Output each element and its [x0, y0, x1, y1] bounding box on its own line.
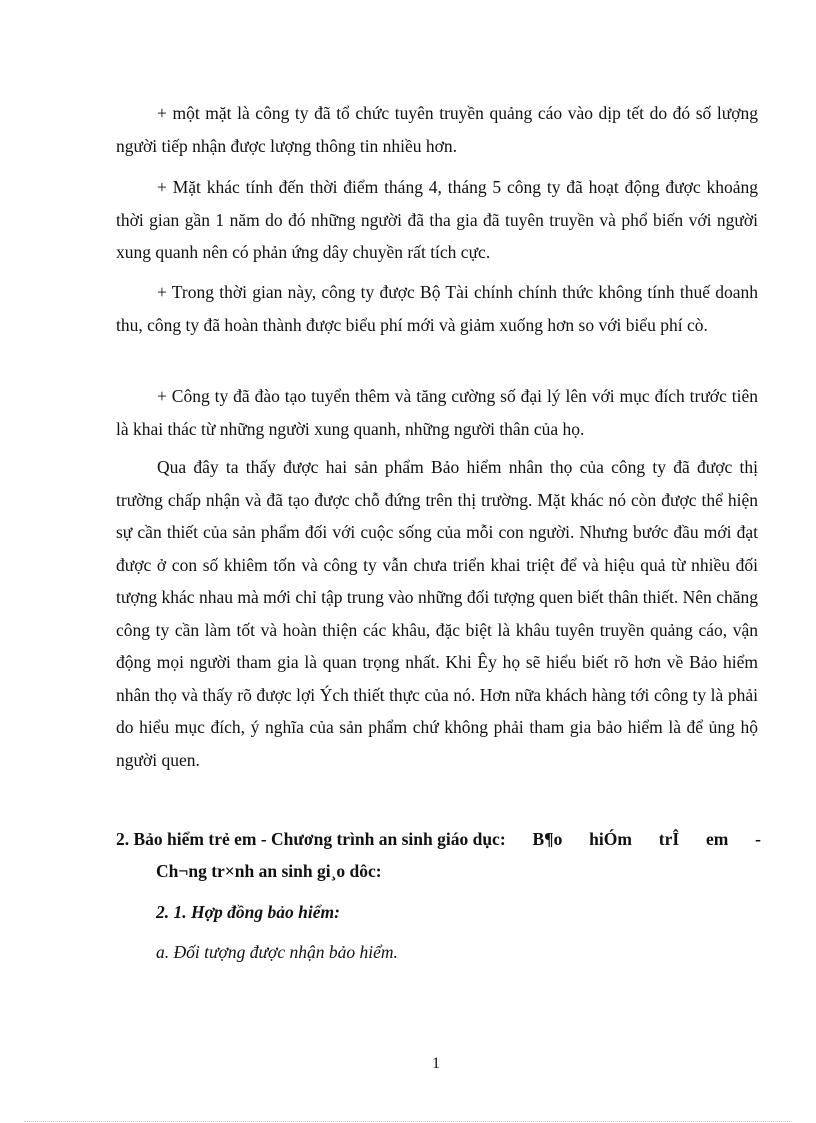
section-heading-garbled-word: em	[706, 829, 729, 849]
subsection-heading: 2. 1. Hợp đồng bảo hiểm:	[156, 902, 340, 922]
section-heading-line1	[116, 823, 761, 855]
paragraph-advertising: + một mặt là công ty đã tổ chức tuyên truyền quảng cáo vào dịp tết do đó số lượng người tiếp nhận được lượng thông tin nhiều hơn.	[116, 103, 758, 156]
paragraph-conclusion: Qua đây ta thấy được hai sản phẩm Bảo hiểm nhân thọ của công ty đã được thị trường chấp nhận và đã tạo được chỗ đứng trên thị trường. Mặt khác nó còn được thể hiện sự cần thiết của sản phẩm đối với cuộc sống của mỗi con người. Nhưng bước đầu mới đạt được ở con số khiêm tốn và công ty vẫn chưa triển khai triệt để và hiệu quả từ nhiều đối tượng khác nhau mà mới chỉ tập trung vào những đối tượng quen biết thân thiết. Nên chăng công ty cần làm tốt và hoàn thiện các khâu, đặc biệt là khâu tuyên truyền quảng cáo, vận động mọi người tham gia là quan trọng nhất. Khi Êy họ sẽ hiểu biết rõ hơn về Bảo hiểm nhân thọ và thấy rõ được lợi Ých thiết thực của nó. Hơn nữa khách hàng tới công ty là phải do hiểu mục đích, ý nghĩa của sản phẩm chứ không phải tham gia bảo hiểm là để ủng hộ người quen.	[116, 457, 758, 770]
section-heading-dash: -	[755, 829, 761, 849]
section-heading-title: 2. Bảo hiểm trẻ em - Chương trình an sinh giáo dục:	[116, 829, 506, 849]
paragraph-agent-training: + Công ty đã đào tạo tuyển thêm và tăng cường số đại lý lên với mục đích trước tiên là khai thác từ những người xung quanh, những người thân của họ.	[116, 386, 758, 439]
section-heading-line2: Ch¬ng tr×nh an sinh gi¸o dôc:	[156, 861, 382, 881]
paragraph-operation-period: + Mặt khác tính đến thời điểm tháng 4, tháng 5 công ty đã hoạt động được khoảng thời gian gần 1 năm do đó những người đã tha gia đã tuyên truyền và phổ biến với người xung quanh nên có phản ứng dây chuyền rất tích cực.	[116, 177, 758, 262]
page-bottom-divider	[24, 1121, 792, 1122]
section-heading-garbled-word: hiÓm	[589, 829, 632, 849]
section-heading-garbled-word: trÎ	[658, 829, 680, 849]
sub-subsection-heading: a. Đối tượng được nhận bảo hiểm.	[156, 942, 398, 962]
paragraph-tax-exemption: + Trong thời gian này, công ty được Bộ Tài chính chính thức không tính thuế doanh thu, công ty đã hoàn thành được biểu phí mới và giảm xuống hơn so với biểu phí cò.	[116, 282, 758, 335]
section-heading	[116, 823, 761, 887]
section-heading-garbled-word: B¶o	[532, 829, 563, 849]
page-number: 1	[432, 1055, 440, 1072]
